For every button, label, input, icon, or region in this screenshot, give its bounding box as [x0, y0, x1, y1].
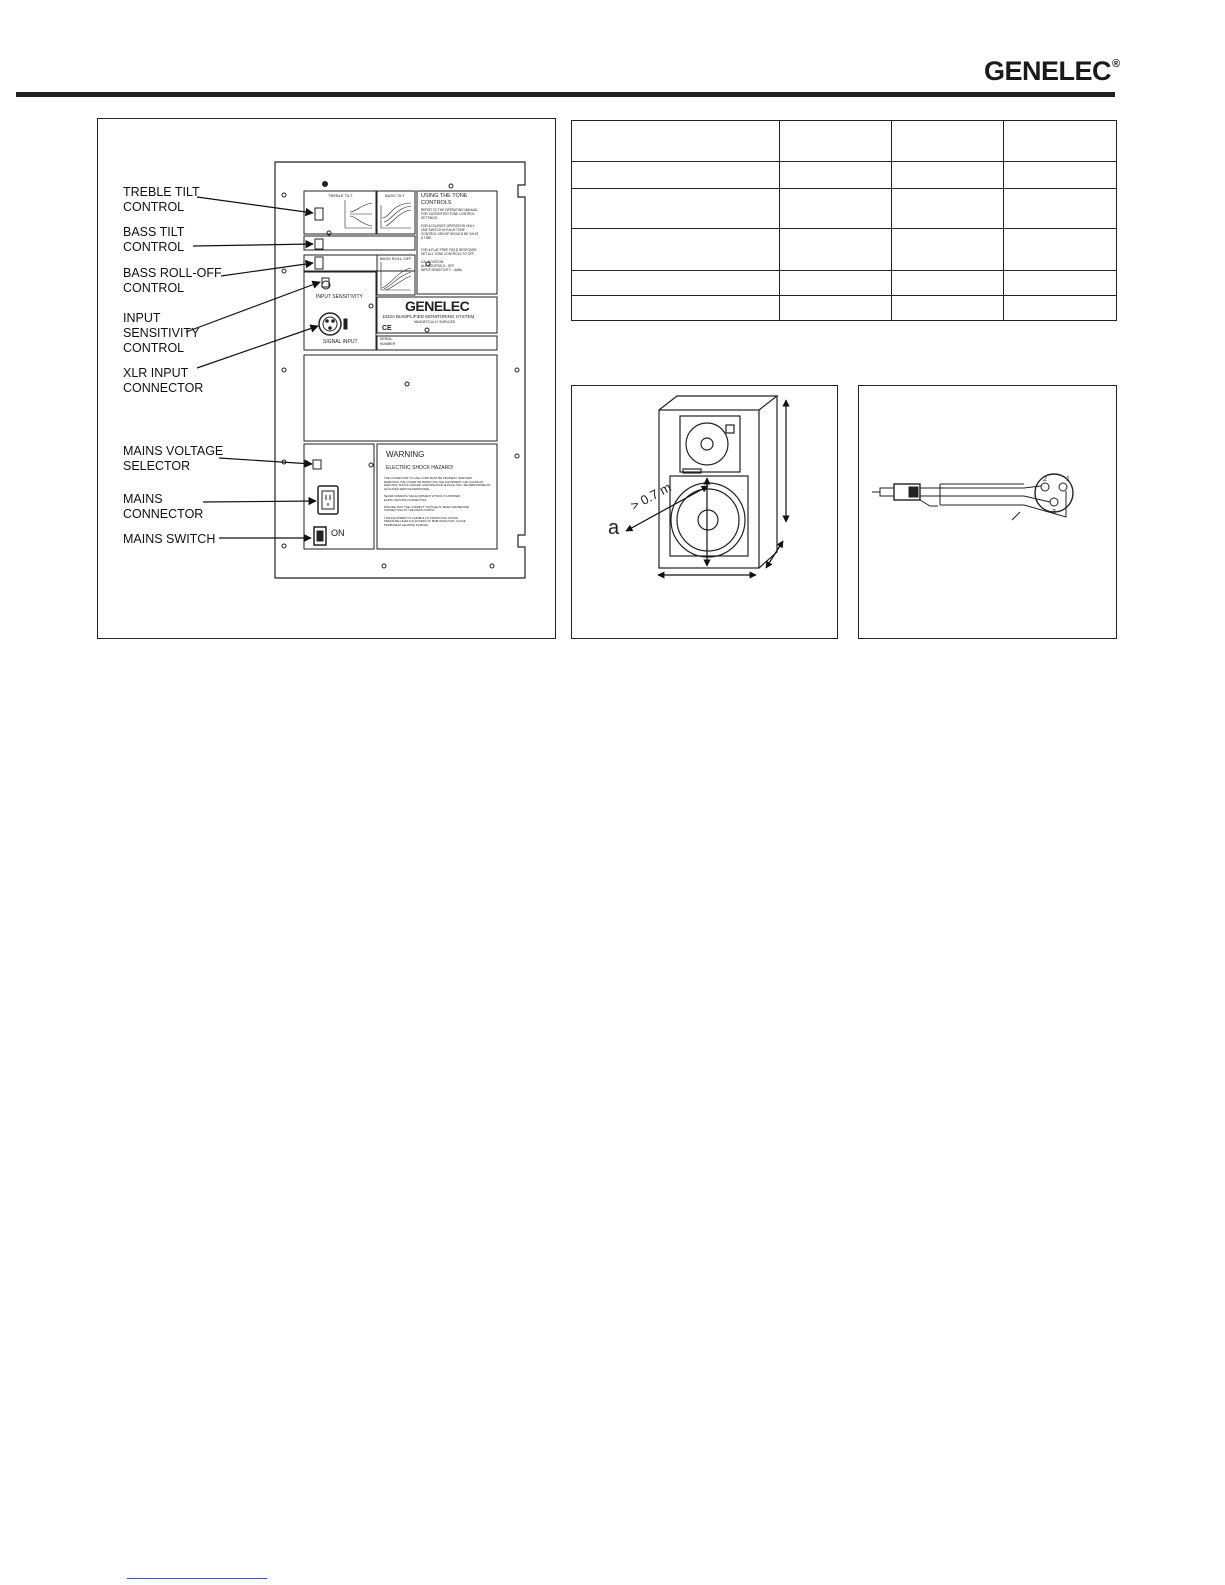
bass-tilt-label: BASS TILT	[385, 193, 405, 198]
warning-subtitle: ELECTRIC SHOCK HAZARD!	[386, 465, 454, 471]
treble-tilt-label: TREBLE TILT	[328, 193, 353, 198]
callout-bass-rolloff: BASS ROLL-OFF CONTROL	[123, 266, 222, 295]
distance-label: > 0.7 m	[628, 479, 674, 514]
callout-input-sensitivity: INPUT SENSITIVITY CONTROL	[123, 311, 200, 355]
power-on-label: ON	[331, 528, 345, 538]
callout-mains-switch: MAINS SWITCH	[123, 532, 216, 546]
callout-bass-tilt: BASS TILT CONTROL	[123, 225, 185, 254]
warning-title: WARNING	[386, 450, 425, 459]
plate-shield: MAGNETICALLY SHIELDED	[414, 320, 456, 324]
xlr-pin-3: 3	[1052, 509, 1056, 516]
input-sensitivity-label: INPUT SENSITIVITY	[316, 294, 363, 300]
warning-body: THE CONNECTOR TO LINE CORD MUST BE PROPERLY EARTHED. REMOVING THE COVER OR MODIFYING THE EQUIPMENT CAN CAUSE AN ELECTRIC SHOCK HAZARD. MAINTENANCE SHOULD ONLY BE PERFORMED BY QUALIFIED SERVICE PERSONNEL. NEVER OPERATE THE EQUIPMENT WITHOUT A PROPER EARTH GROUND CONNECTION. ENSURE THAT THE CORRECT VOLTAGE IS SELECTED BEFORE CONNECTING TO THE MAINS SUPPLY. THIS EQUIPMENT IS CAPABLE OF PRODUCING SOUND PRESSURE LEVELS IN EXCESS OF 85dB WHICH MAY CAUSE PERMANENT HEARING DAMAGE.	[384, 476, 491, 527]
plate-ce-mark: CE	[382, 325, 392, 332]
plate-brand: GENELEC	[405, 298, 470, 314]
xlr-pin-1: 1	[1066, 476, 1070, 483]
serial-number-label: SERIAL NUMBER	[380, 337, 396, 346]
bass-rolloff-label: BASS ROLL-OFF	[380, 256, 412, 261]
instructions-title: USING THE TONE CONTROLS	[421, 193, 468, 206]
callout-treble-tilt: TREBLE TILT CONTROL	[123, 185, 200, 214]
callout-xlr-input: XLR INPUT CONNECTOR	[123, 366, 204, 395]
footer-link[interactable]	[127, 1578, 267, 1579]
reference-point-label: a	[608, 517, 620, 539]
callout-mains-voltage: MAINS VOLTAGE SELECTOR	[123, 444, 224, 473]
xlr-pin-2: 2	[1043, 476, 1047, 483]
plate-model: 1032A BIAMPLIFIED MONITORING SYSTEM	[382, 314, 475, 319]
genelec-logo: GENELEC®	[984, 56, 1120, 86]
signal-input-label: SIGNAL INPUT	[323, 339, 358, 345]
instructions-body: REFER TO THE OPERATING MANUAL FOR SUGGESTED TONE CONTROL SETTINGS. FOR ACCURATE OPERATION ONLY ONE SWITCH IN EACH TONE CONTROL GROUP SHOULD BE ON AT A TIME. FOR A FLAT FREE FIELD RESPONSE SET ALL TONE CONTROLS TO OFF. CAL POSITION: ALL CONTROLS : OFF INPUT SENSITIVITY : -6dBu	[421, 208, 479, 272]
callout-mains-connector: MAINS CONNECTOR	[123, 492, 204, 521]
